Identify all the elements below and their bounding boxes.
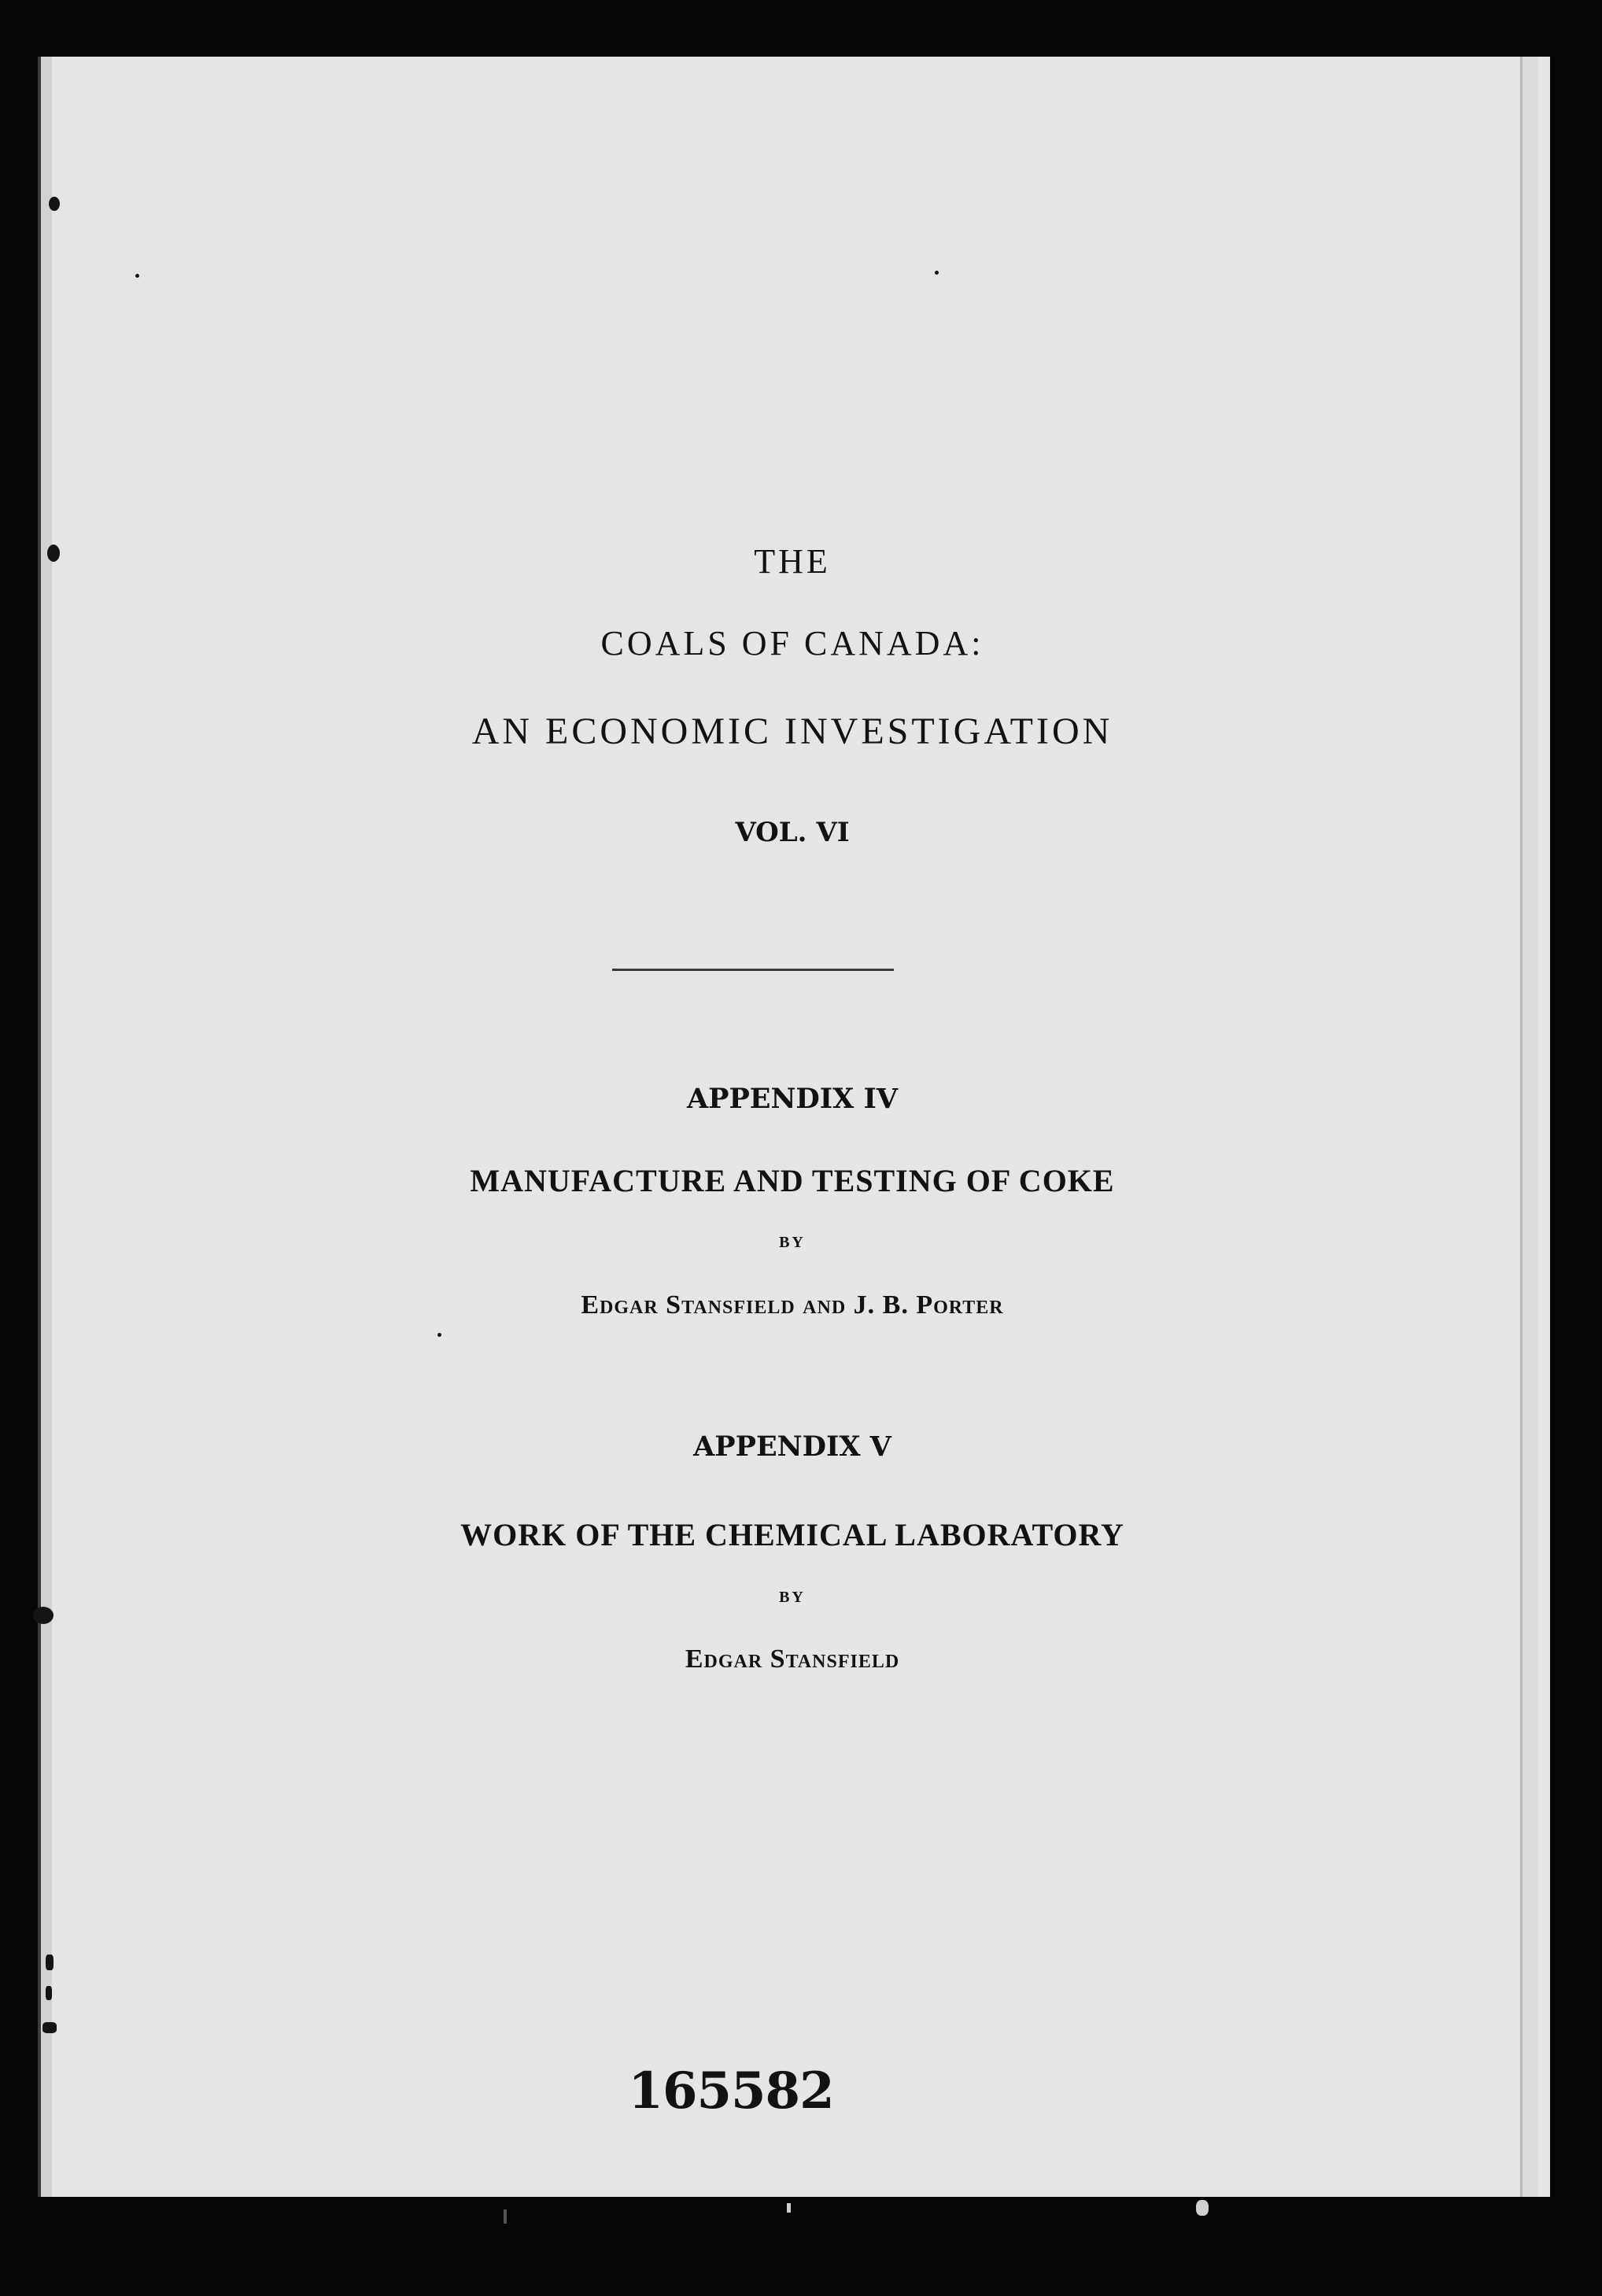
appendix-iv-by: BY <box>779 1234 806 1251</box>
binding-mark <box>46 1955 54 1970</box>
speck <box>935 271 939 275</box>
binding-mark <box>49 197 60 211</box>
appendix-v-heading: APPENDIX V <box>693 1430 891 1463</box>
binding-mark <box>47 544 60 562</box>
stamp-number: 165582 <box>628 2062 834 2121</box>
title-line-coals-of-canada: COALS OF CANADA: <box>600 624 984 663</box>
appendix-v-by: BY <box>779 1589 806 1606</box>
appendix-iv-subject: MANUFACTURE AND TESTING OF COKE <box>470 1163 1115 1198</box>
divider-rule <box>612 969 894 971</box>
scan-scuff <box>1196 2200 1209 2216</box>
title-line-the: THE <box>754 542 831 581</box>
page-right-edge <box>1520 57 1538 2197</box>
binding-mark <box>33 1607 54 1624</box>
volume-label: VOL. VI <box>735 817 850 848</box>
appendix-v-subject: WORK OF THE CHEMICAL LABORATORY <box>460 1517 1124 1552</box>
scan-scuff <box>787 2203 791 2213</box>
binding-mark <box>46 1986 52 2000</box>
appendix-iv-authors: Edgar Stansfield and J. B. Porter <box>581 1290 1004 1320</box>
binding-mark <box>42 2022 57 2033</box>
document-page <box>38 57 1550 2197</box>
page-binding-shadow <box>41 57 52 2197</box>
speck <box>437 1333 441 1337</box>
appendix-iv-heading: APPENDIX IV <box>686 1083 899 1115</box>
appendix-v-authors: Edgar Stansfield <box>685 1644 900 1674</box>
title-line-economic-investigation: AN ECONOMIC INVESTIGATION <box>471 711 1113 752</box>
scan-scuff <box>504 2209 507 2224</box>
speck <box>135 274 139 278</box>
